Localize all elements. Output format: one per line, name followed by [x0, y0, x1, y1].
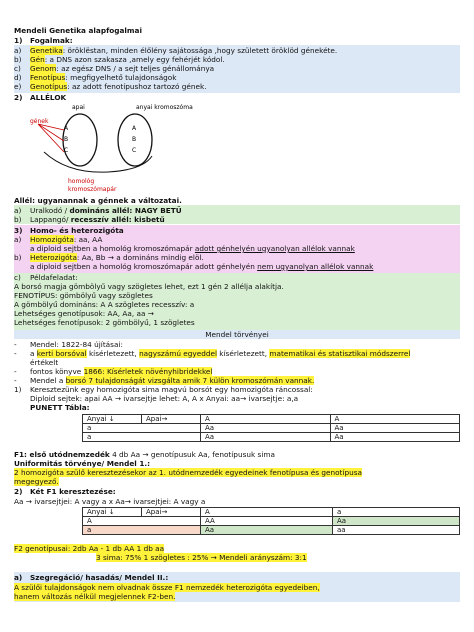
anyai-allele-A: A	[132, 125, 137, 132]
cross-line-1: 1) Keresztezünk egy homozigóta sima magvú borsót egy homozigóta ráncossal:	[14, 385, 313, 394]
section-1-heading: 1) Fogalmak:	[14, 36, 73, 45]
f2-phenotypes: 3 sima: 75% 1 szögletes : 25% → Mendeli arányszám: 3:1	[96, 553, 307, 562]
f1-line: F1: első utódnemzedék 4 db Aa → genotípusuk Aa, fenotípusuk sima	[14, 450, 275, 459]
table-header-row: Anyai ↓ Apai→ A a	[83, 508, 460, 517]
table-row: a Aa Aa	[83, 424, 460, 433]
homolog-label-2: kromoszómapár	[68, 186, 117, 193]
diagram-genek-label: gének	[30, 118, 49, 125]
f1-cross-heading: 2) Két F1 keresztezése:	[14, 487, 116, 496]
f2-genotypes: F2 genotípusai: 2db Aa - 1 db AA 1 db aa	[14, 544, 165, 553]
anyai-allele-B: B	[132, 136, 137, 143]
homolog-label-1: homológ	[68, 178, 95, 185]
homozygote-desc: a diploid sejtben a homológ kromoszómapár adott génhelyén ugyanolyan allélok vannak	[30, 244, 355, 253]
heterozygote-line: b) Heterozigóta: Aa, Bb → a domináns mindig elöl.	[14, 253, 204, 262]
example-line-2: FENOTÍPUS: gömbölyű vagy szögletes	[14, 291, 153, 300]
f1-cross-line: Aa → ivarsejtjei: A vagy a x Aa→ ivarsejtjei: A vagy a	[14, 497, 206, 506]
punnett-table-2	[82, 507, 460, 535]
allele-b: b) Lappangó/ recesszív allél: kisbetű	[14, 215, 165, 224]
apai-allele-B: B	[64, 136, 69, 143]
uniformity-text-1: 2 homozigóta szülő keresztezésekor az 1. utódnemzedék egyedeinek fenotípusa és genotípusa	[14, 468, 362, 477]
punnett-table-1	[82, 414, 460, 442]
heterozygote-desc: a diploid sejtben a homológ kromoszómapár adott génhelyén nem ugyanolyan allélok vannak	[30, 262, 374, 271]
table-row: a Aa Aa	[83, 433, 460, 442]
segregation-heading: a) Szegregáció/ hasadás/ Mendel II.:	[14, 573, 169, 582]
homozygote-line: a) Homozigóta: aa, AA	[14, 235, 103, 244]
table-header-row: Anyai ↓ Apai→ A A	[83, 415, 460, 424]
def-a: a) Genetika: öröklëstan, minden élőlény sajátossága ,hogy született öröklöd génekéte.	[14, 46, 338, 55]
cross-line-2: Diploid sejtek: apai AA → ivarsejtje lehet: A, A x Anyai: aa→ ivarsejtje: a,a	[30, 394, 299, 403]
allele-a: a) Uralkodó / domináns allél: NAGY BETŰ	[14, 206, 182, 215]
mendel-line-5: - Mendel a borsó 7 tulajdonságát vizsgálta amik 7 külön kromoszómán vannak.	[14, 376, 315, 385]
segregation-text-2: hanem változás nélkül megjelennek F2-ben.	[14, 592, 176, 601]
apai-allele-A: A	[64, 125, 69, 132]
def-e: e) Genotípus: az adott fenotípushoz tartozó gének.	[14, 82, 207, 91]
uniformity-heading: Uniformitás törvénye/ Mendel 1.:	[14, 459, 151, 468]
mendel-line-3: értékelt	[30, 358, 59, 367]
def-c: c) Genom: az egész DNS / a sejt teljes génállománya	[14, 64, 215, 73]
homolog-bracket	[44, 152, 152, 172]
table-row: a Aa aa	[83, 526, 460, 535]
anyai-allele-C: C	[132, 147, 137, 154]
def-b: b) Gén: a DNS azon szakasza ,amely egy fehérjét kódol.	[14, 55, 225, 64]
allel-definition: Allél: ugyanannak a génnek a változatai.	[14, 196, 182, 205]
diagram-anyai-label: anyai kromoszóma	[136, 104, 193, 111]
example-line-1: A borsó magja gömbölyű vagy szögletes lehet, ezt 1 gén 2 allélja alakítja.	[14, 282, 284, 291]
genek-pointer-lines	[38, 124, 64, 152]
section-2-heading: 2) ALLÉLOK	[14, 93, 67, 102]
apai-allele-C: C	[64, 147, 69, 154]
chromosome-diagram	[28, 100, 228, 195]
doc-title: Mendeli Genetika alapfogalmai	[14, 26, 142, 35]
segregation-text-1: A szülői tulajdonságok nem olvadnak össze F1 nemzedék heterozigóta egyedeiben,	[14, 583, 320, 592]
example-line-3: A gömbölyű domináns: A A szögletes recesszív: a	[14, 300, 195, 309]
laws-title: Mendel törvényei	[205, 330, 269, 339]
uniformity-text-2: megegyező.	[14, 477, 59, 486]
table-row: A AA Aa	[83, 517, 460, 526]
diagram-apai-label: apai	[72, 104, 85, 111]
mendel-line-4: - fontos könyve 1866: Kísérletek növényhibridekkel	[14, 367, 213, 376]
def-d: d) Fenotípus: megfigyelhető tulajdonságok	[14, 73, 177, 82]
punett-heading: PUNETT Tábla:	[30, 403, 90, 412]
mendel-line-2: - a kerti borsóval kísérletezett, nagyszámú egyeddel kísérletezett, matematikai és statisztikai módszerrel	[14, 349, 411, 358]
example-heading: c) Példafeladat:	[14, 273, 78, 282]
example-line-5: Lehetséges fenotípusok: 2 gömbölyű, 1 szögletes	[14, 318, 195, 327]
example-line-4: Lehetséges genotípusok: AA, Aa, aa →	[14, 309, 154, 318]
mendel-line-1: - Mendel: 1822-84 újításai:	[14, 340, 123, 349]
section-3-heading: 3) Homo- és heterozigóta	[14, 226, 124, 235]
